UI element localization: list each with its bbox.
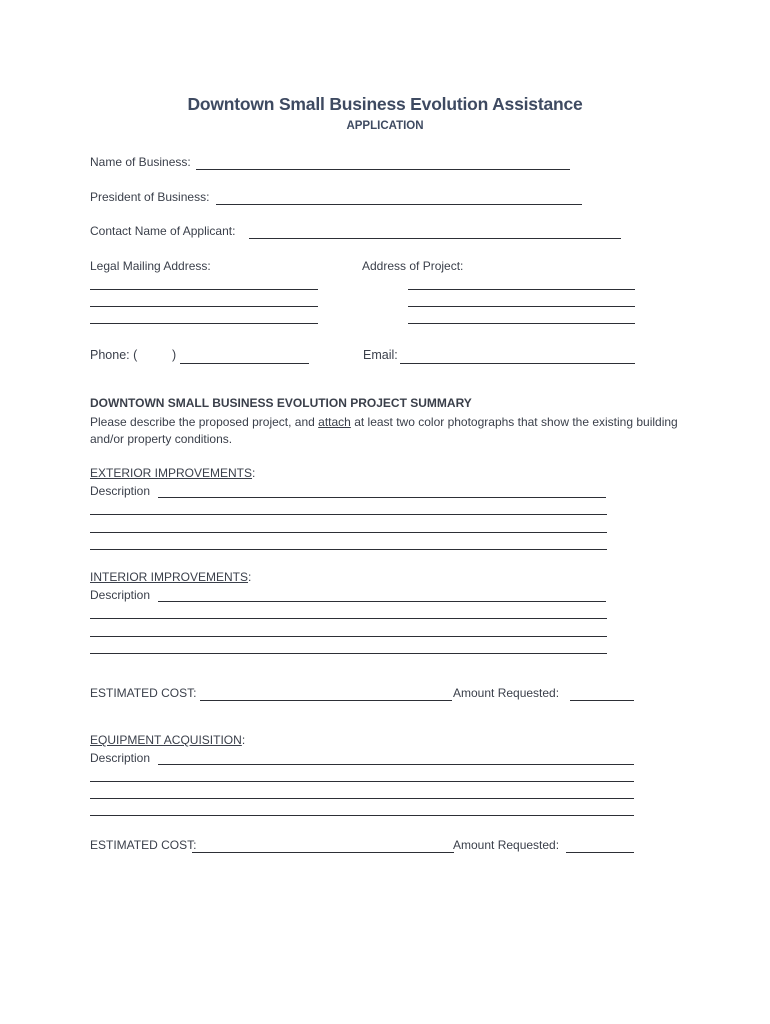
interior-description-label: Description [90, 588, 151, 602]
interior-description-line-4[interactable] [90, 653, 607, 654]
amount-requested-field-1[interactable] [570, 700, 634, 701]
project-address-line-2[interactable] [408, 306, 635, 307]
equipment-colon: : [241, 733, 246, 747]
president-label: President of Business: [90, 190, 210, 204]
equipment-description-line-2[interactable] [90, 781, 634, 782]
estimated-cost-field-1[interactable] [200, 700, 452, 701]
amount-requested-label-1: Amount Requested: [453, 686, 560, 700]
equipment-description-line-1[interactable] [158, 764, 634, 765]
equipment-heading-text: EQUIPMENT ACQUISITION [90, 733, 242, 747]
exterior-description-label: Description [90, 484, 151, 498]
exterior-heading-text: EXTERIOR IMPROVEMENTS [90, 466, 253, 480]
equipment-description-label: Description [90, 751, 151, 765]
summary-instructions [90, 414, 680, 448]
exterior-description-line-3[interactable] [90, 532, 607, 533]
estimated-cost-field-2[interactable] [192, 852, 454, 853]
interior-heading-text: INTERIOR IMPROVEMENTS [90, 570, 249, 584]
email-label: Email: [363, 348, 398, 362]
mailing-address-label: Legal Mailing Address: [90, 259, 211, 273]
exterior-description-line-2[interactable] [90, 514, 607, 515]
contact-name-label: Contact Name of Applicant: [90, 224, 236, 238]
attach-link-text: attach [318, 415, 351, 429]
mailing-address-line-2[interactable] [90, 306, 318, 307]
amount-requested-field-2[interactable] [566, 852, 634, 853]
equipment-description-line-4[interactable] [90, 815, 634, 816]
project-summary-heading: DOWNTOWN SMALL BUSINESS EVOLUTION PROJECT SUMMARY [90, 396, 472, 410]
business-name-label: Name of Business: [90, 155, 191, 169]
interior-description-line-2[interactable] [90, 618, 607, 619]
interior-description-line-3[interactable] [90, 636, 607, 637]
interior-description-line-1[interactable] [158, 601, 606, 602]
phone-field[interactable] [180, 363, 309, 364]
project-address-label: Address of Project: [362, 259, 464, 273]
amount-requested-label-2: Amount Requested: [453, 838, 560, 852]
project-address-line-1[interactable] [408, 289, 635, 290]
form-title: Downtown Small Business Evolution Assistance [187, 94, 583, 114]
form-subtitle: APPLICATION [346, 120, 424, 132]
instructions-text-1: Please describe the proposed project, and [90, 415, 319, 429]
exterior-colon: : [252, 466, 256, 480]
exterior-description-line-1[interactable] [158, 497, 606, 498]
phone-label: Phone: ( [90, 348, 138, 362]
exterior-description-line-4[interactable] [90, 549, 607, 550]
project-address-line-3[interactable] [408, 323, 635, 324]
interior-heading [90, 570, 251, 584]
president-field[interactable] [216, 204, 582, 205]
email-field[interactable] [400, 363, 635, 364]
interior-colon: : [248, 570, 252, 584]
mailing-address-line-1[interactable] [90, 289, 318, 290]
contact-name-field[interactable] [249, 238, 621, 239]
instructions-text-2: at least two color photographs that show the existing building and/or property conditions. [90, 415, 678, 446]
mailing-address-line-3[interactable] [90, 323, 318, 324]
estimated-cost-label-1: ESTIMATED COST: [90, 686, 197, 700]
exterior-heading [90, 466, 255, 480]
estimated-cost-label-2: ESTIMATED COST: [90, 838, 197, 852]
business-name-field[interactable] [196, 169, 570, 170]
equipment-heading [90, 733, 245, 747]
phone-paren-close: ) [172, 348, 177, 362]
equipment-description-line-3[interactable] [90, 798, 634, 799]
